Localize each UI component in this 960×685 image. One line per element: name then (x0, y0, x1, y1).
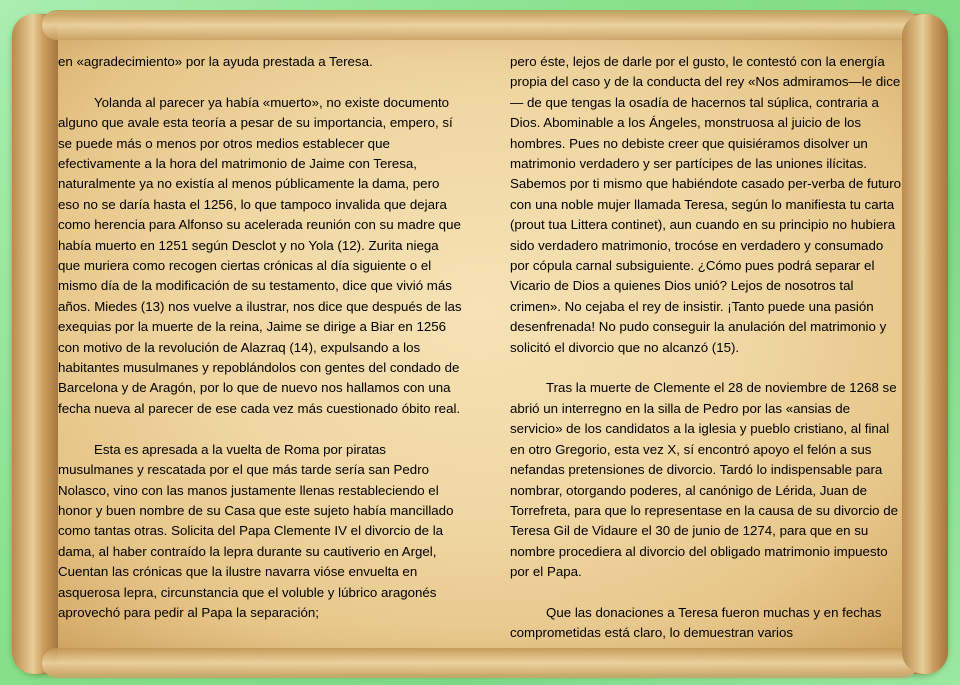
right-paragraph-3: Que las donaciones a Teresa fueron muchas y en fechas comprometidas está claro, lo demuestran varios (510, 604, 882, 641)
left-paragraph-3: Esta es apresada a la vuelta de Roma por piratas musulmanes y rescatada por el que más tarde sería san Pedro Nolasco, vino con las manos justamente llenas restableciendo el honor y buen nombre de su Casa que este sujeto había mancillado como tantas otras. Solicita del Papa Clemente IV el divorcio de la dama, al haber contraído la lepra durante su cautiverio en Argel, Cuentan las crónicas que la ilustre navarra vióse envuelta en asquerosa lepra, circunstancia que el voluble y lúbrico aragonés aprovechó para pedir al Papa la separación; (58, 441, 454, 620)
right-paragraph-2: Tras la muerte de Clemente el 28 de noviembre de 1268 se abrió un interregno en la silla de Pedro por las «ansias de servicio» de los candidatos a la iglesia y pueblo cristiano, al final en otro Gregorio, esta vez X, sí encontró apoyo el felón a sus nefandas pretensiones de divorcio. Tardó lo indispensable para nombrar, otorgando poderes, al canónigo de Lérida, Juan de Torrefreta, para que lo representase en la causa de su divorcio de Teresa Gil de Vidaure el 30 de junio de 1274, para que en su nombre procediera al divorcio del obligado matrimonio impuesto por el Papa. (510, 380, 899, 580)
right-text-column (510, 52, 905, 644)
left-text-column (58, 52, 463, 623)
left-paragraph-1: en «agradecimiento» por la ayuda prestada a Teresa. (58, 54, 373, 69)
right-paragraph-1: pero éste, lejos de darle por el gusto, le contestó con la energía propia del caso y de la conducta del rey «Nos admiramos—le dice— de que tengas la osadía de hacernos tal súplica, contraria a Dios. Abominable a los Ángeles, monstruosa al juicio de los hombres. Pues no debiste creer que quisiéramos disolver un matrimonio verdadero y ser partícipes de las uniones ilícitas. Sabemos por ti mismo que habiéndote casado per-verba de futuro con una noble mujer llamada Teresa, según lo manifiesta tu carta (prout tua Littera continet), aun cuando en su principio no hubiera sido verdadero matrimonio, trocóse en verdadero y consumado por cópula carnal subsiguiente. ¿Cómo pues podrá separar el Vicario de Dios a quienes Dios unió? Lejos de nosotros tal crimen». No cejaba el rey de insistir. ¡Tanto puede una pasión desenfrenada! No pudo conseguir la anulación del matrimonio y solicitó el divorcio que no alcanzó (15). (510, 54, 902, 355)
scroll-top-curl (42, 10, 918, 40)
scroll-bottom-curl (42, 648, 918, 678)
left-paragraph-2: Yolanda al parecer ya había «muerto», no existe documento alguno que avale esta teoría a pesar de su importancia, empero, sí se puede más o menos por otros medios establecer que efectivamente a la hora del matrimonio de Jaime con Teresa, naturalmente ya no existía al menos públicamente la dama, pero eso no se daría hasta el 1256, lo que tampoco invalida que dejara como herencia para Alfonso su acelerada reunión con su madre que había muerto en 1251 según Desclot y no Yola (12). Zurita niega que muriera como recogen ciertas crónicas al día siguiente o el mismo día de la modificación de su testamento, dice que vivió más años. Miedes (13) nos vuelve a ilustrar, nos dice que después de las exequias por la muerte de la reina, Jaime se dirige a Biar en 1256 con motivo de la revolución de Alazraq (14), expulsando a los habitantes musulmanes y repoblándolos con gentes del condado de Barcelona y de Aragón, por lo que de nuevo nos hallamos con una fecha nueva al parecer de ese cada vez más cuestionado óbito real. (58, 94, 462, 416)
